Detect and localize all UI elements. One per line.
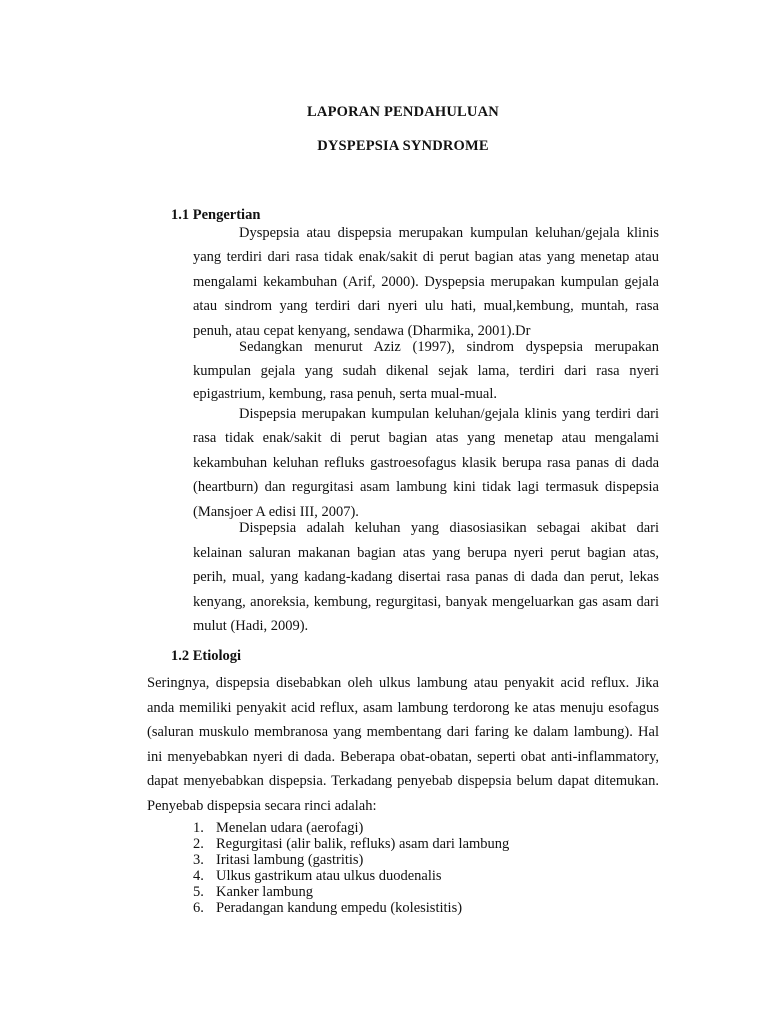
paragraph-text: Dispepsia merupakan kumpulan keluhan/gejala klinis yang terdiri dari rasa tidak enak/sakit di perut bagian atas yang menetap atau mengalami kekambuhan keluhan refluks gastroesofagus klasik berupa rasa panas di dada (heartburn) dan regurgitasi asam lambung kini tidak lagi termasuk dispepsia (Mansjoer A edisi III, 2007).	[193, 406, 659, 520]
paragraph-text: Dispepsia adalah keluhan yang diasosiasikan sebagai akibat dari kelainan saluran makanan bagian atas yang berupa nyeri perut bagian atas, perih, mual, yang kadang-kadang disertai rasa panas di dada dan perut, lekas kenyang, anoreksia, kembung, regurgitasi, banyak mengeluarkan gas asam dari mulut (Hadi, 2009).	[193, 520, 659, 634]
paragraph-definition-3	[193, 402, 659, 524]
cause-list	[193, 820, 509, 916]
list-item: 3. Iritasi lambung (gastritis)	[193, 852, 364, 868]
paragraph-text: Dyspepsia atau dispepsia merupakan kumpulan keluhan/gejala klinis yang terdiri dari rasa tidak enak/sakit di perut bagian atas yang menetap atau mengalami kekambuhan (Arif, 2000). Dyspepsia merupakan kumpulan gejala atau sindrom yang terdiri dari nyeri ulu hati, mual,kembung, muntah, rasa penuh, atau cepat kenyang, sendawa (Dharmika, 2001).Dr	[193, 225, 659, 339]
section-heading-pengertian: 1.1 Pengertian	[171, 207, 261, 223]
list-item: 4. Ulkus gastrikum atau ulkus duodenalis	[193, 868, 442, 884]
paragraph-definition-2	[193, 336, 659, 407]
list-item: 6. Peradangan kandung empedu (kolesistitis)	[193, 900, 463, 916]
document-title: LAPORAN PENDAHULUAN	[307, 104, 499, 120]
paragraph-text: Sedangkan menurut Aziz (1997), sindrom dyspepsia merupakan kumpulan gejala yang sudah dikenal sejak lama, terdiri dari rasa nyeri epigastrium, kembung, rasa penuh, serta mual-mual.	[193, 339, 659, 402]
paragraph-definition-4	[193, 516, 659, 639]
section-heading-etiologi: 1.2 Etiologi	[171, 648, 242, 664]
list-item: 2. Regurgitasi (alir balik, refluks) asam dari lambung	[193, 836, 510, 852]
document-subtitle: DYSPEPSIA SYNDROME	[317, 138, 489, 154]
paragraph-definition-1	[193, 221, 659, 343]
paragraph-etiologi: Seringnya, dispepsia disebabkan oleh ulkus lambung atau penyakit acid reflux. Jika anda memiliki penyakit acid reflux, asam lambung terdorong ke atas menuju esofagus (saluran muskulo membranosa yang membentang dari faring ke dalam lambung). Hal ini menyebabkan nyeri di dada. Beberapa obat-obatan, seperti obat anti-inflammatory, dapat menyebabkan dispepsia. Terkadang penyebab dispepsia belum dapat ditemukan. Penyebab dispepsia secara rinci adalah:	[147, 675, 659, 814]
list-item: 5. Kanker lambung	[193, 884, 314, 900]
list-item: 1. Menelan udara (aerofagi)	[193, 820, 364, 836]
